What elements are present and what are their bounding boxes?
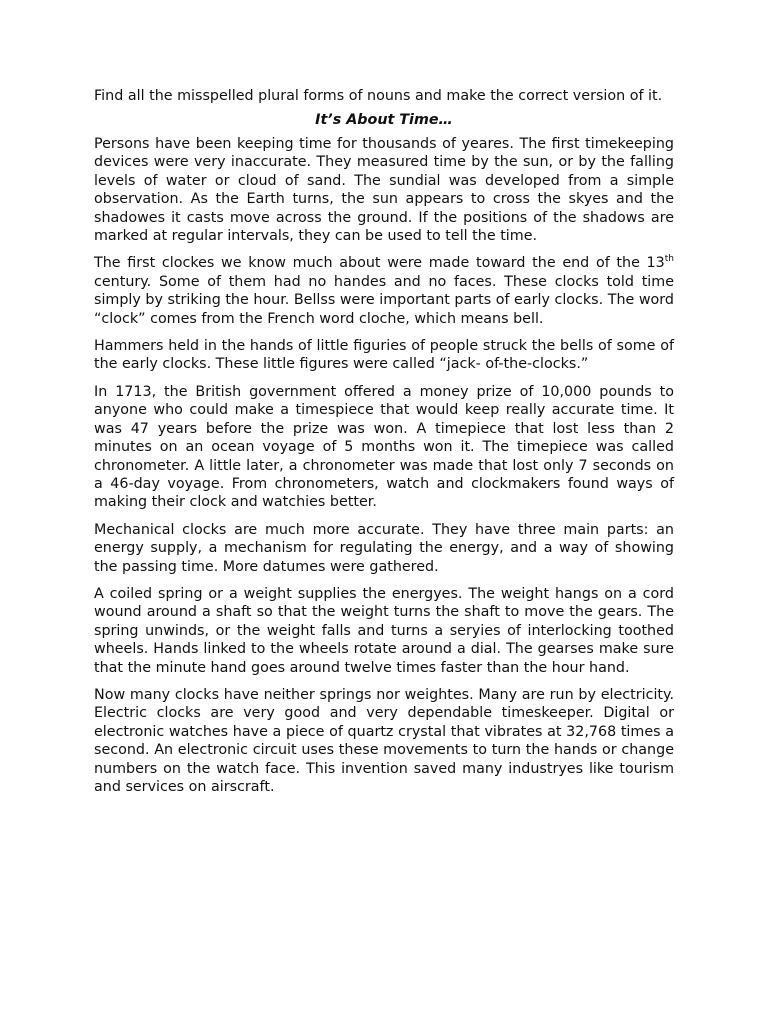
instruction-text: Find all the misspelled plural forms of nouns and make the correct version of it. <box>94 88 663 104</box>
paragraph-6: A coiled spring or a weight supplies the energyes. The weight hangs on a cord wound around a shaft so that the weight turns the shaft to move the gears. The spring unwinds, or the weight falls and turns a seryies of interlocking toothed wheels. Hands linked to the wheels rotate around a dial. The gearses make sure that the minute hand goes around twelve times faster than the hour hand. <box>94 585 674 676</box>
paragraph-7: Now many clocks have neither springs nor weightes. Many are run by electricity. Electric clocks are very good and very dependable timeskeeper. Digital or electronic watches have a piece of quartz crystal that vibrates at 32,768 times a second. An electronic circuit uses these movements to turn the hands or change numbers on the watch face. This invention saved many industryes like tourism and services on airscraft. <box>94 686 674 795</box>
ordinal-suffix: th <box>664 254 674 265</box>
paragraph-5: Mechanical clocks are much more accurate. They have three main parts: an energy supply, a mechanism for regulating the energy, and a way of showing the passing time. More datumes were gathered. <box>94 521 674 575</box>
paragraph-2-part-1: The first clockes we know much about were made toward the end of the 13 <box>94 255 665 272</box>
paragraph-3: Hammers held in the hands of little figuries of people struck the bells of some of the early clocks. These little figures were called “jack- of-the-clocks.” <box>94 338 674 373</box>
paragraph-2 <box>94 254 674 328</box>
document-title: It’s About Time… <box>315 111 453 128</box>
paragraph-1: Persons have been keeping time for thousands of yeares. The first timekeeping devices were very inaccurate. They measured time by the sun, or by the falling levels of water or cloud of sand. The sundial was developed from a simple observation. As the Earth turns, the sun appears to cross the skyes and the shadowes it casts move across the ground. If the positions of the shadows are marked at regular intervals, they can be used to tell the time. <box>94 136 674 245</box>
paragraph-4: In 1713, the British government offered a money prize of 10,000 pounds to anyone who could make a timespiece that would keep really accurate time. It was 47 years before the prize was won. A timepiece that lost less than 2 minutes on an ocean voyage of 5 months won it. The timepiece was called chronometer. A little later, a chronometer was made that lost only 7 seconds on a 46-day voyage. From chronometers, watch and clockmakers found ways of making their clock and watchies better. <box>94 383 674 511</box>
paragraph-2-part-2: century. Some of them had no handes and no faces. These clocks told time simply by striking the hour. Bellss were important parts of early clocks. The word “clock” comes from the French word cloche, which means bell. <box>94 273 674 327</box>
